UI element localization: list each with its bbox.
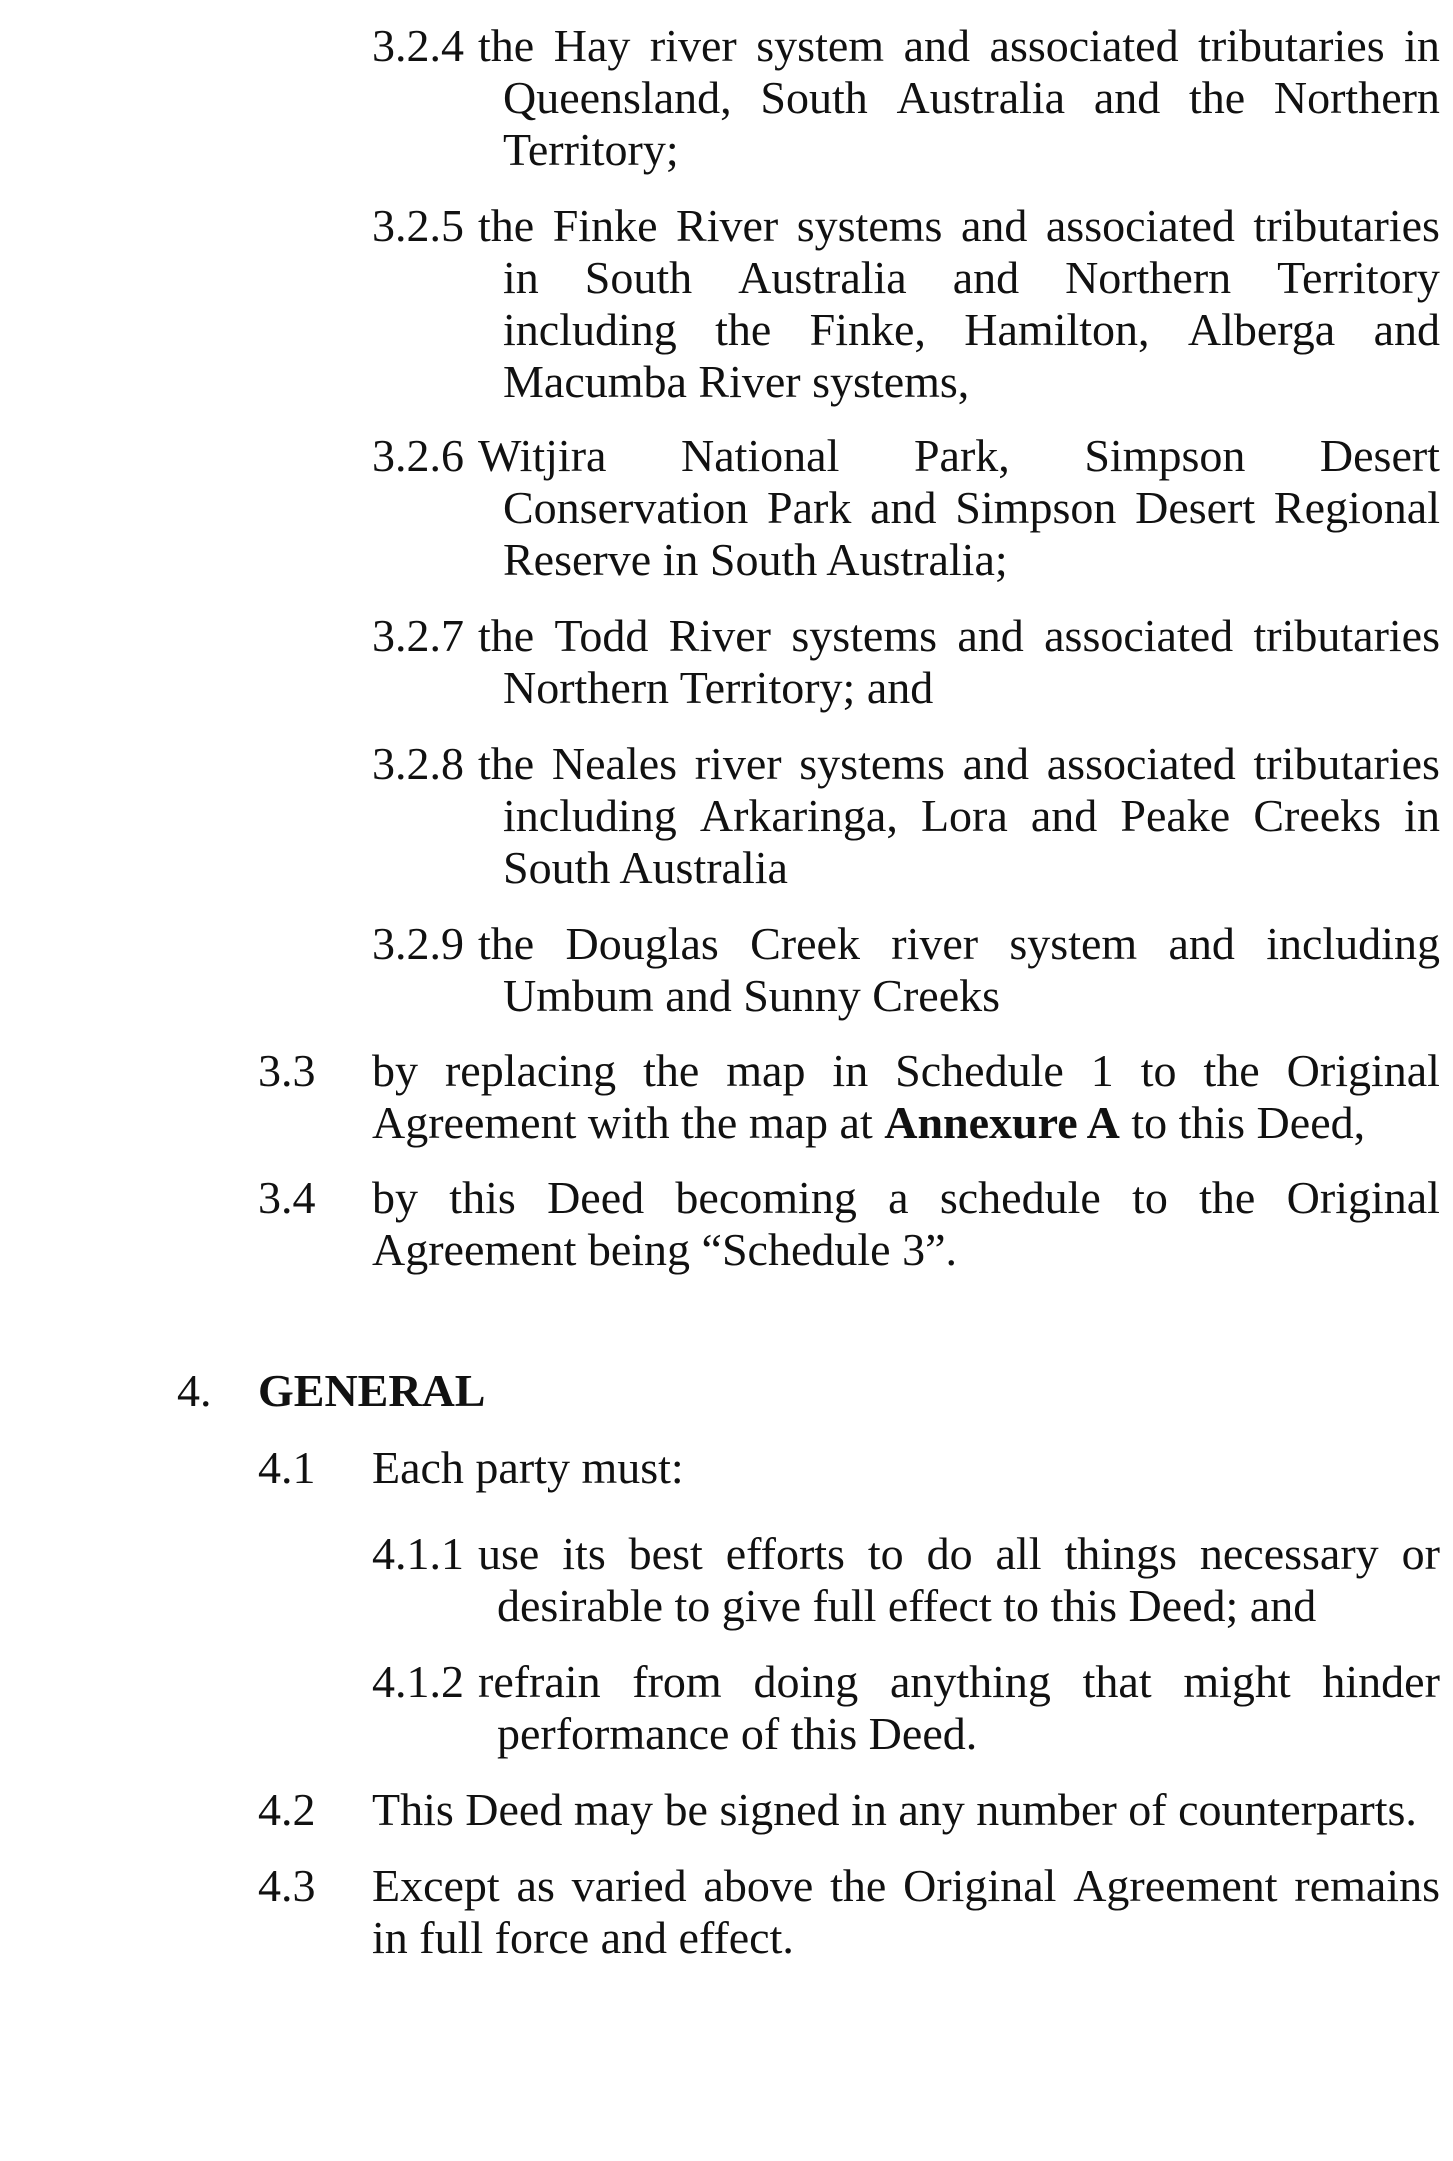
clause-3-2-4-line-2 [503,72,1440,124]
word: hinder [1322,1656,1440,1707]
word: Creeks [1253,790,1382,841]
word: to [1140,1045,1177,1096]
word: and [960,200,1028,251]
word: the [478,738,535,789]
clause-3-2-8-line-2 [503,790,1440,842]
word: river [891,918,979,969]
clause-3-2-8-line-1 [478,738,1440,790]
section-number: 4. [177,1365,212,1416]
word: Park, [913,430,1010,481]
word: map [726,1045,806,1096]
word: including [503,790,677,841]
clause-3-2-8-line-3: South Australia [503,842,788,893]
word: by [372,1045,418,1096]
word: remains [1294,1860,1440,1911]
clause-3-2-6-line-3: Reserve in South Australia; [503,534,1008,585]
word: replacing [444,1045,617,1096]
word: Simpson [955,482,1117,533]
word: associated [989,20,1179,71]
clause-number: 3.2.4 [372,20,464,71]
word: might [1183,1656,1291,1707]
word: Original [903,1860,1057,1911]
clause-number: 3.2.6 [372,430,464,481]
clause-number: 3.4 [258,1172,316,1223]
word: the [643,1045,700,1096]
word: associated [1044,610,1234,661]
word: Original [1286,1172,1440,1223]
word: by [372,1172,418,1223]
word: Northern [1065,252,1232,303]
word: the [830,1860,887,1911]
word: the [715,304,772,355]
word: Australia [738,252,907,303]
word: and [1168,918,1235,969]
word: from [632,1656,722,1707]
word: use [478,1528,540,1579]
word: Neales [551,738,678,789]
word: in [1404,790,1440,841]
word: National [680,430,840,481]
word: system [1009,918,1138,969]
clause-3-2-5-line-1 [478,200,1440,252]
word: Hamilton, [964,304,1150,355]
word: Schedule [895,1045,1064,1096]
word: Finke, [809,304,926,355]
word: necessary [1199,1528,1379,1579]
word: and [1030,790,1098,841]
word: and [870,482,937,533]
word: all [995,1528,1042,1579]
clause-number: 4.1.1 [372,1528,464,1579]
word: including [503,304,677,355]
word: things [1064,1528,1177,1579]
word: 1 [1090,1045,1114,1096]
clause-4-1-2-line-1 [478,1656,1440,1708]
word: South [584,252,693,303]
clause-3-2-5-line-4: Macumba River systems, [503,356,970,407]
word: Australia [896,72,1066,123]
word: Original [1286,1045,1440,1096]
clause-4-1-text: Each party must: [372,1442,684,1493]
word: Deed [547,1172,645,1223]
word: tributaries [1198,20,1385,71]
word: Finke [552,200,658,251]
clause-4-1-1-line-1 [478,1528,1440,1580]
word: river [694,738,782,789]
word: Territory [1277,252,1440,303]
word: Lora [920,790,1008,841]
clause-4-1-1-line-2: desirable to give full effect to this Deed; and [497,1580,1317,1631]
word: refrain [478,1656,601,1707]
word: or [1401,1528,1440,1579]
clause-4-2-text: This Deed may be signed in any number of counterparts. [372,1784,1417,1835]
clause-number: 4.1 [258,1442,316,1493]
word: system [756,20,885,71]
word: Todd [554,610,649,661]
clause-number: 4.3 [258,1860,316,1911]
word: systems [791,610,938,661]
word: Simpson [1084,430,1246,481]
word: the [478,200,535,251]
word: tributaries [1253,738,1440,789]
clause-number: 3.2.7 [372,610,464,661]
clause-3-3-text-pre: Agreement with the map at [372,1097,885,1148]
word: the [1199,1172,1256,1223]
clause-4-1-2-line-2: performance of this Deed. [497,1708,978,1759]
word: river [649,20,737,71]
clause-3-2-7-line-1 [478,610,1440,662]
clause-4-3-line-2: in full force and effect. [372,1912,794,1963]
word: Peake [1120,790,1231,841]
clause-4-3-line-1 [372,1860,1440,1912]
word: that [1082,1656,1152,1707]
word: systems [799,738,945,789]
clause-3-3-line-2 [372,1097,1365,1149]
word: Agreement [1073,1860,1278,1911]
clause-3-2-6-line-1 [478,430,1440,482]
clause-3-2-7-line-2: Northern Territory; and [503,662,934,713]
word: River [676,200,779,251]
word: and [962,738,1030,789]
word: Conservation [503,482,749,533]
clause-3-2-5-line-2 [503,252,1440,304]
word: South [760,72,868,123]
word: Hay [553,20,631,71]
word: tributaries [1253,200,1440,251]
word: and [1093,72,1161,123]
word: including [1266,918,1440,969]
clause-3-2-4-line-3: Territory; [503,124,679,175]
clause-3-2-4-line-1 [478,20,1440,72]
clause-3-2-9-line-2: Umbum and Sunny Creeks [503,970,1001,1021]
word: River [668,610,771,661]
word: the [478,20,535,71]
word: the [478,610,535,661]
word: doing [753,1656,859,1707]
word: in [1404,20,1440,71]
annexure-reference: Annexure A [884,1097,1120,1148]
clause-number: 3.2.9 [372,918,464,969]
word: this [449,1172,516,1223]
word: tributaries [1253,610,1440,661]
clause-number: 4.1.2 [372,1656,464,1707]
clause-3-2-9-line-1 [478,918,1440,970]
word: and [952,252,1020,303]
word: a [888,1172,909,1223]
word: Desert [1135,482,1256,533]
word: the [1188,72,1246,123]
word: Queensland, [503,72,732,123]
word: Northern [1273,72,1440,123]
word: Douglas [565,918,719,969]
word: above [703,1860,814,1911]
word: associated [1046,738,1236,789]
clause-number: 3.2.8 [372,738,464,789]
word: do [926,1528,973,1579]
word: and [1373,304,1440,355]
word: Alberga [1187,304,1336,355]
clause-number: 4.2 [258,1784,316,1835]
clause-3-4-line-1 [372,1172,1440,1224]
word: becoming [675,1172,857,1223]
word: Arkaringa, [699,790,898,841]
word: Desert [1319,430,1440,481]
word: the [478,918,535,969]
clause-3-2-6-line-2 [503,482,1440,534]
word: and [957,610,1024,661]
clause-number: 3.3 [258,1045,316,1096]
word: to [1132,1172,1168,1223]
word: as [516,1860,555,1911]
clause-3-4-line-2: Agreement being “Schedule 3”. [372,1224,957,1275]
word: best [628,1528,703,1579]
word: varied [571,1860,687,1911]
word: and [903,20,971,71]
word: Witjira [478,430,607,481]
word: Except [372,1860,500,1911]
word: in [832,1045,869,1096]
word: in [503,252,539,303]
word: the [1203,1045,1260,1096]
word: its [562,1528,606,1579]
word: anything [889,1656,1051,1707]
clause-3-2-5-line-3 [503,304,1440,356]
word: Park [767,482,852,533]
word: systems [796,200,943,251]
word: efforts [725,1528,845,1579]
word: schedule [939,1172,1101,1223]
section-heading-general: GENERAL [258,1365,486,1416]
word: Regional [1273,482,1440,533]
clause-number: 3.2.5 [372,200,464,251]
clause-3-3-text-post: to this Deed, [1119,1097,1366,1148]
clause-3-3-line-1 [372,1045,1440,1097]
word: Creek [750,918,860,969]
word: associated [1045,200,1235,251]
word: to [867,1528,904,1579]
